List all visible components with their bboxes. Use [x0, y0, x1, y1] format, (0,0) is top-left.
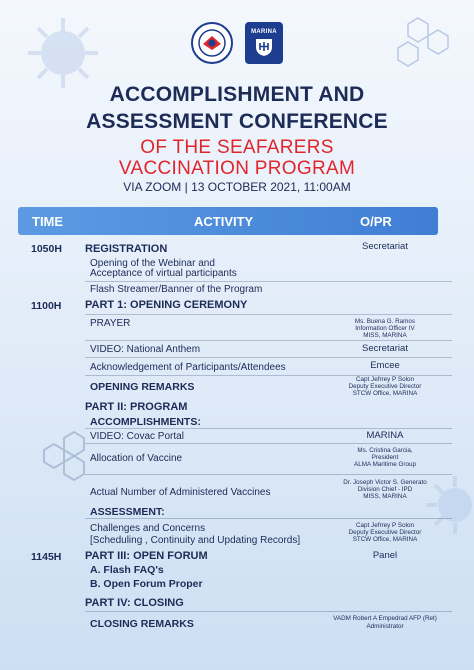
opr-prayer-line-2: Information Officer IV: [355, 325, 415, 332]
item-closing-remarks: CLOSING REMARKS: [90, 618, 194, 630]
time-1050h: 1050H: [31, 243, 62, 255]
column-header-time: TIME: [32, 213, 64, 229]
section-part-2: PART II: PROGRAM: [85, 401, 188, 413]
opr-secretariat-2: Secretariat: [362, 343, 408, 354]
section-registration: REGISTRATION: [85, 243, 168, 255]
opr-administered-line-1: Dr. Joseph Victor S. Generato: [343, 479, 427, 486]
opr-prayer-line-1: Ms. Buena G. Ramos: [354, 318, 416, 325]
item-allocation-of-vaccine: Allocation of Vaccine: [90, 453, 183, 464]
row-divider: [85, 357, 452, 358]
event-subtitle: VIA ZOOM | 13 OCTOBER 2021, 11:00AM: [123, 180, 351, 194]
section-part-4: PART IV: CLOSING: [85, 597, 184, 609]
item-webinar-line-1: Opening of the Webinar and: [90, 258, 215, 269]
item-accomplishments: ACCOMPLISHMENTS:: [90, 416, 201, 428]
opr-emcee: Emcee: [370, 360, 400, 371]
opr-allocation-line-3: ALMA Maritime Group: [354, 461, 416, 468]
opr-challenges-line-2: Deputy Executive Director: [348, 529, 422, 536]
item-acknowledgement: Acknowledgement of Participants/Attendees: [90, 362, 286, 373]
item-opening-remarks: OPENING REMARKS: [90, 381, 195, 393]
hexagon-molecule-icon: [36, 428, 96, 488]
opr-secretariat: Secretariat: [362, 241, 408, 252]
item-webinar-line-2: Acceptance of virtual participants: [90, 268, 237, 279]
opr-challenges-line-3: STCW Office, MARINA: [352, 536, 418, 543]
section-part-1: PART 1: OPENING CEREMONY: [85, 299, 248, 311]
item-challenges-line-2: [Scheduling , Continuity and Updating Records]: [90, 535, 301, 546]
time-1145h: 1145H: [31, 551, 62, 563]
opr-challenges-line-1: Capt Jefrrey P Solon: [356, 522, 414, 529]
marina-logo-text: MARINA: [251, 29, 277, 35]
row-divider: [85, 518, 452, 519]
row-divider: [85, 314, 452, 315]
row-divider: [85, 611, 452, 612]
item-open-forum-proper: B. Open Forum Proper: [90, 578, 203, 590]
opr-administered-line-3: MISS, MARINA: [363, 493, 407, 500]
column-header-activity: ACTIVITY: [194, 213, 254, 229]
opr-allocation-line-2: President: [371, 454, 399, 461]
opr-closing-line-2: Administrator: [366, 623, 404, 630]
row-divider: [85, 443, 452, 444]
time-1100h: 1100H: [31, 300, 62, 312]
column-header-opr: O/PR: [360, 213, 392, 229]
opr-opening-remarks-line-2: Deputy Executive Director: [348, 383, 422, 390]
row-divider: [85, 340, 452, 341]
section-part-3: PART III: OPEN FORUM: [85, 550, 208, 562]
item-prayer: PRAYER: [90, 318, 131, 329]
title-line-1: ACCOMPLISHMENT AND: [109, 83, 365, 106]
table-header: [18, 207, 438, 235]
opr-closing-line-1: VADM Robert A Empedrad AFP (Ret): [333, 615, 437, 622]
opr-marina: MARINA: [366, 430, 404, 441]
item-administered-vaccines: Actual Number of Administered Vaccines: [90, 487, 271, 498]
row-divider: [85, 474, 452, 475]
dotr-seal-logo: [191, 22, 233, 64]
item-flash-streamer: Flash Streamer/Banner of the Program: [90, 284, 263, 295]
logo-row: [0, 22, 474, 64]
opr-panel: Panel: [372, 550, 398, 561]
title-line-3: OF THE SEAFARERS: [140, 137, 334, 158]
title-line-4: VACCINATION PROGRAM: [118, 158, 356, 179]
item-assessment: ASSESSMENT:: [90, 506, 165, 518]
item-national-anthem: VIDEO: National Anthem: [90, 344, 201, 355]
row-divider: [85, 281, 452, 282]
item-challenges-line-1: Challenges and Concerns: [90, 523, 206, 534]
title-line-2: ASSESSMENT CONFERENCE: [86, 110, 388, 133]
opr-opening-remarks-line-1: Capt Jefrrey P Solon: [356, 376, 414, 383]
opr-opening-remarks-line-3: STCW Office, MARINA: [352, 390, 418, 397]
opr-allocation-line-1: Ms. Cristina Garcia,: [357, 447, 413, 454]
item-covac-portal: VIDEO: Covac Portal: [90, 431, 184, 442]
item-flash-faqs: A. Flash FAQ's: [90, 564, 164, 576]
marina-logo: [245, 22, 283, 64]
opr-prayer-line-3: MISS, MARINA: [363, 332, 407, 339]
opr-administered-line-2: Division Chief - IPD: [357, 486, 413, 493]
row-divider: [85, 428, 452, 429]
